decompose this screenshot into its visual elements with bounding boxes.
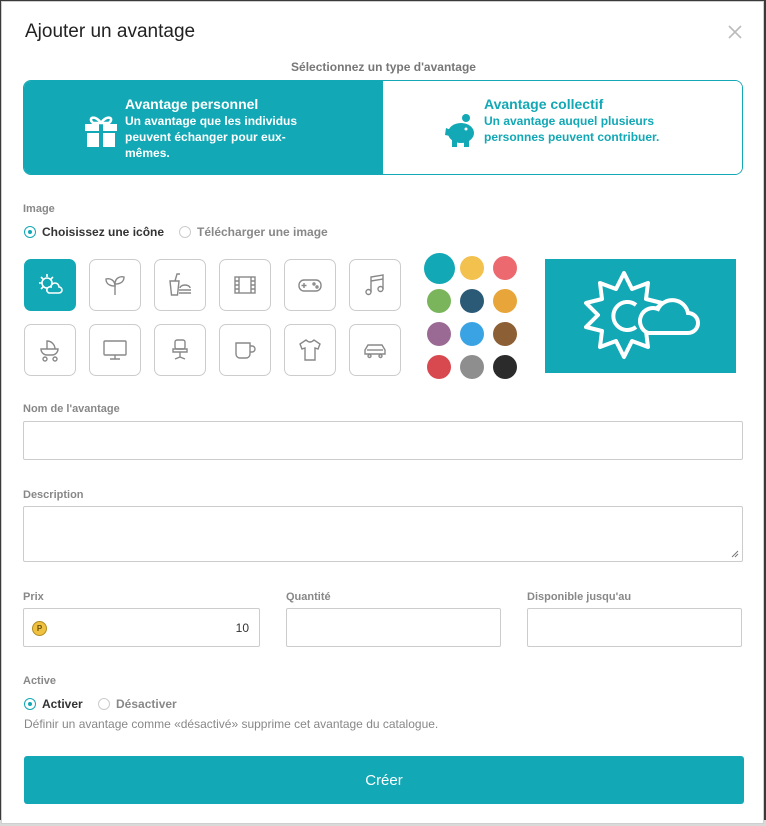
image-label: Image	[23, 203, 55, 215]
image-mode-upload[interactable]	[179, 225, 328, 239]
color-swatch[interactable]	[493, 322, 517, 346]
radio-label: Choisissez une icône	[42, 225, 165, 239]
close-icon[interactable]	[725, 22, 745, 42]
benefit-type-selector	[23, 80, 743, 175]
description-label: Description	[23, 489, 84, 501]
name-input[interactable]	[23, 421, 743, 460]
plant-icon	[102, 272, 128, 298]
price-value: 10	[235, 621, 249, 635]
tshirt-icon	[297, 337, 323, 363]
icon-option-music[interactable]	[349, 259, 401, 311]
color-swatch[interactable]	[493, 256, 517, 280]
film-icon	[232, 272, 258, 298]
color-swatch[interactable]	[427, 355, 451, 379]
office-chair-icon	[167, 337, 193, 363]
color-swatch[interactable]	[427, 289, 451, 313]
icon-picker	[24, 259, 401, 376]
type-option-personal[interactable]	[24, 81, 383, 174]
active-label: Active	[23, 675, 57, 687]
color-swatch[interactable]	[460, 322, 484, 346]
resize-handle-icon[interactable]	[731, 550, 739, 558]
active-option-enable[interactable]	[24, 697, 83, 711]
food-drink-icon	[167, 272, 193, 298]
color-swatch[interactable]	[460, 256, 484, 280]
quantity-input[interactable]	[286, 608, 501, 647]
car-icon	[362, 337, 388, 363]
icon-option-monitor[interactable]	[89, 324, 141, 376]
radio-label: Activer	[42, 697, 83, 711]
icon-option-office-chair[interactable]	[154, 324, 206, 376]
type-option-name: Avantage collectif	[484, 96, 604, 112]
type-option-description: Un avantage auquel plusieurs personnes peuvent contribuer.	[484, 114, 660, 144]
price-label: Prix	[23, 591, 44, 603]
color-swatch[interactable]	[460, 355, 484, 379]
music-icon	[362, 272, 388, 298]
color-picker	[426, 256, 518, 379]
color-swatch[interactable]	[493, 355, 517, 379]
active-option-disable[interactable]	[98, 697, 177, 711]
icon-option-gamepad[interactable]	[284, 259, 336, 311]
icon-option-car[interactable]	[349, 324, 401, 376]
active-helper-text: Définir un avantage comme «désactivé» supprime cet avantage du catalogue.	[24, 717, 439, 731]
type-option-collective[interactable]	[383, 81, 742, 174]
color-swatch[interactable]	[427, 322, 451, 346]
add-benefit-modal	[1, 1, 764, 824]
radio-button[interactable]	[24, 226, 36, 238]
icon-preview	[545, 259, 736, 373]
quantity-label: Quantité	[286, 591, 331, 603]
color-swatch[interactable]	[460, 289, 484, 313]
name-label: Nom de l'avantage	[23, 403, 120, 415]
sun-cloud-icon	[37, 272, 63, 298]
stroller-icon	[37, 337, 63, 363]
sun-cloud-icon	[576, 261, 706, 371]
icon-option-tshirt[interactable]	[284, 324, 336, 376]
color-swatch[interactable]	[493, 289, 517, 313]
icon-option-mug[interactable]	[219, 324, 271, 376]
description-textarea[interactable]	[23, 506, 743, 562]
radio-button[interactable]	[179, 226, 191, 238]
icon-option-stroller[interactable]	[24, 324, 76, 376]
icon-option-sun-cloud[interactable]	[24, 259, 76, 311]
type-option-name: Avantage personnel	[125, 96, 259, 112]
modal-title: Ajouter un avantage	[25, 21, 196, 42]
color-swatch[interactable]	[424, 253, 455, 284]
mug-icon	[232, 337, 258, 363]
radio-label: Télécharger une image	[197, 225, 328, 239]
icon-option-plant[interactable]	[89, 259, 141, 311]
piggy-bank-icon	[440, 110, 480, 150]
radio-label: Désactiver	[116, 697, 177, 711]
image-mode-icon[interactable]	[24, 225, 164, 239]
icon-option-film[interactable]	[219, 259, 271, 311]
radio-button[interactable]	[98, 698, 110, 710]
coin-icon: P	[32, 621, 47, 636]
gamepad-icon	[297, 272, 323, 298]
icon-option-food-drink[interactable]	[154, 259, 206, 311]
type-section-label: Sélectionnez un type d'avantage	[291, 60, 476, 74]
available-until-input[interactable]	[527, 608, 742, 647]
type-option-description: Un avantage que les individus peuvent échanger pour eux-mêmes.	[125, 114, 298, 160]
radio-button[interactable]	[24, 698, 36, 710]
create-button[interactable]: Créer	[24, 756, 744, 804]
monitor-icon	[102, 337, 128, 363]
gift-icon	[81, 110, 121, 150]
price-input[interactable]	[23, 608, 260, 647]
available-until-label: Disponible jusqu'au	[527, 591, 632, 603]
